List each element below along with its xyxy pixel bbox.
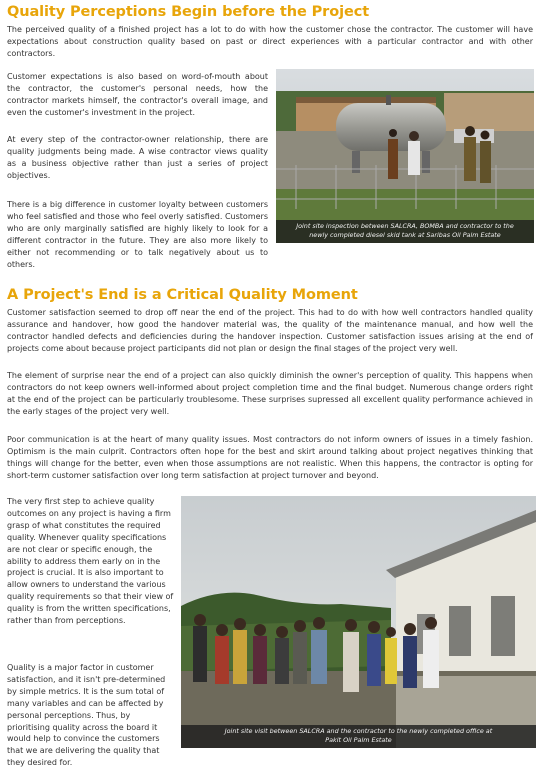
section1-paragraph-2: Customer expectations is also based on word-of-mouth about the contractor, the customer's personal needs, how the contractor markets himself, the contractor's overall image, and even the customer's investment in the project. — [7, 72, 268, 117]
section2-paragraph-4: The very first step to achieve quality outcomes on any project is having a firm grasp of what constitutes the required quality. Whenever quality specifications are not clear or specific enough, the ability to address them early on in the project is crucial. It is also important to allow owners to understand the various quality requirements so that their view of quality is from the written specifications, rather than from perceptions. — [7, 497, 174, 626]
section2-paragraph-2: The element of surprise near the end of a project can also quickly diminish the owner's perception of quality. This happens when contractors do not keep owners well-informed about project completion time and the final budget. Numerous change orders right at the end of the project can be particularly troublesome. These surprises supressed all excellent quality performance achieved in the early stages of the project very well. — [7, 371, 533, 416]
diesel-tank-photo-caption: Joint site inspection between SALCRA, BOMBA and contractor to the newly completed diesel skid tank at Saribas Oil Palm Estate — [276, 220, 534, 243]
diesel-tank-scene-image — [276, 69, 534, 243]
section-title-quality-perceptions: Quality Perceptions Begin before the Project — [7, 4, 370, 20]
section1-paragraph-4: There is a big difference in customer loyalty between customers who feel satisfied and those who feel overly satisfied. Customers who are only marginally satisfied are highly likely to look for a different contractor in the future. They are also more likely to either not recommending or to talk negatively about us to others. — [7, 200, 268, 269]
site-visit-scene-image — [181, 496, 536, 748]
section-title-project-end: A Project's End is a Critical Quality Moment — [7, 287, 358, 303]
section1-paragraph-3: At every step of the contractor-owner relationship, there are quality judgments being made. A wise contractor views quality as a business objective rather than just a series of project objectives. — [7, 135, 268, 180]
section2-paragraph-1: Customer satisfaction seemed to drop off near the end of the project. This had to do with how well contractors handled quality assurance and handover, how good the handover material was, the quality of the maintenance manual, and how well the contractor handled defects and deficiencies during the handover inspection. Customer satisfaction issues arising at the end of projects come about because project participants did not plan or design the final stages of the project very well. — [7, 308, 533, 353]
section2-paragraph-5: Quality is a major factor in customer satisfaction, and it isn't pre-determined by simple metrics. It is the sum total of many variables and can be affected by personal perceptions. Thus, by prioritising quality across the board it would help to convince the customers that we are delivering the quality that they desired for. — [7, 663, 166, 768]
site-visit-photo-caption: Joint site visit between SALCRA and the contractor to the newly completed office at Pakit Oil Palm Estate — [181, 725, 536, 748]
section1-paragraph-1: The perceived quality of a finished project has a lot to do with how the customer chose the contractor. The customer will have expectations about construction quality based on past or direct experiences with a particular contractor and with other contractors. — [7, 25, 533, 58]
office-site-visit-photo — [181, 496, 536, 748]
section2-paragraph-3: Poor communication is at the heart of many quality issues. Most contractors do not inform owners of issues in a timely fashion. Optimism is the main culprit. Contractors often hope for the best and skirt around talking about project negatives thinking that things will change for the better, even when those assumptions are not realistic. When this happens, the contractor is opting for short-term customer satisfaction over long term satisfaction at project turnover and beyond. — [7, 435, 533, 480]
diesel-tank-inspection-photo — [276, 69, 534, 243]
